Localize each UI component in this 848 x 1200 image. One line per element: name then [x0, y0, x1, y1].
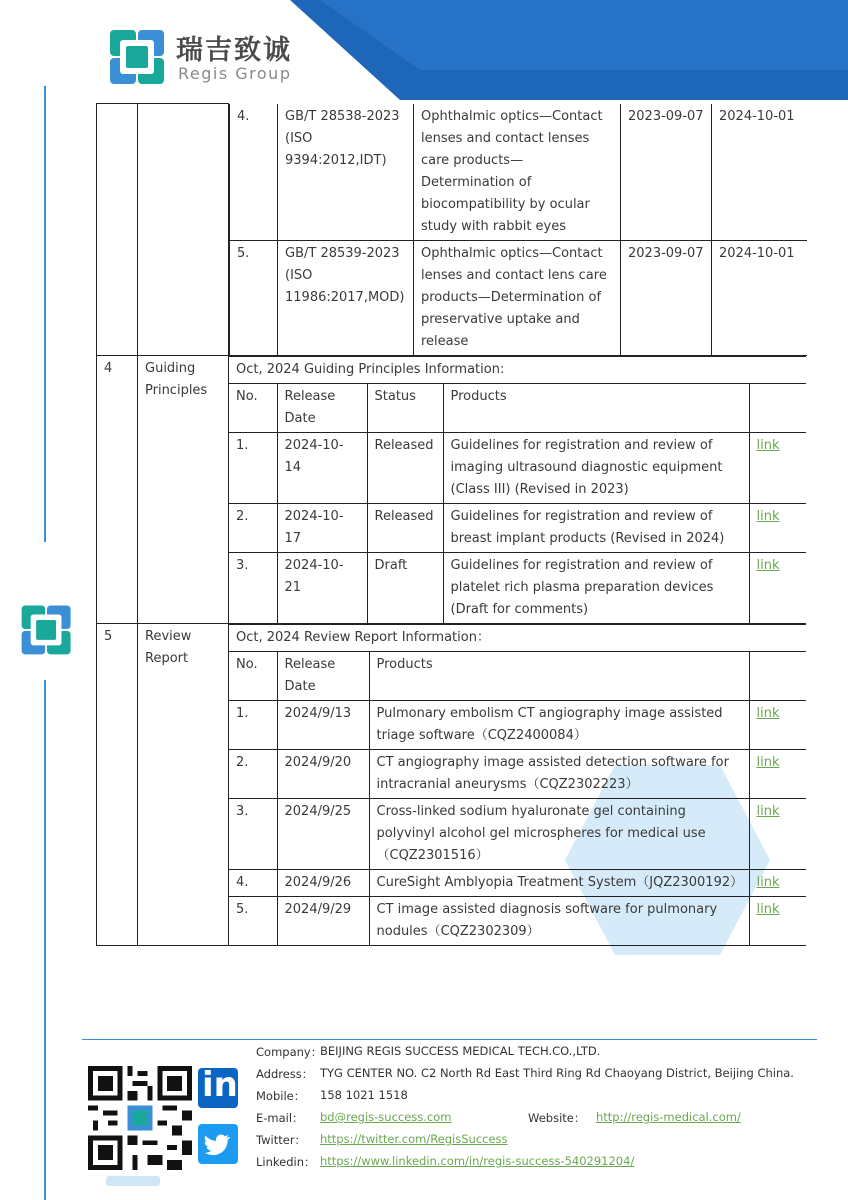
qr-code-icon[interactable]: [88, 1066, 192, 1170]
guiding-table: [229, 383, 806, 624]
section-no: 4: [97, 356, 138, 624]
table-row: [229, 432, 806, 503]
row-no: 2.: [229, 503, 277, 552]
row-no: 3.: [229, 798, 277, 869]
link[interactable]: link: [756, 901, 780, 917]
standard-code: GB/T 28539-2023 (ISO 11986:2017,MOD): [278, 240, 414, 355]
standards-section: [97, 104, 806, 356]
link[interactable]: link: [756, 508, 780, 524]
twitter-label: Twitter：: [256, 1133, 307, 1147]
status: Released: [367, 432, 443, 503]
product: Guidelines for registration and review of imaging ultrasound diagnostic equipment (Class III) (Revised in 2023): [443, 432, 749, 503]
status: Released: [367, 503, 443, 552]
product: Cross-linked sodium hyaluronate gel containing polyvinyl alcohol gel microspheres for medical use（CQZ2301516）: [369, 798, 749, 869]
release-date: 2024/9/25: [277, 798, 369, 869]
company-name: BEIJING REGIS SUCCESS MEDICAL TECH.CO.,LTD.: [320, 1044, 601, 1058]
section-no: 5: [97, 624, 138, 946]
standard-code: GB/T 28538-2023 (ISO 9394:2012,IDT): [278, 104, 414, 241]
footer-divider: [82, 1039, 817, 1040]
col-release-date: Release Date: [277, 651, 369, 700]
col-products: Products: [443, 383, 749, 432]
product: Guidelines for registration and review of breast implant products (Revised in 2024): [443, 503, 749, 552]
row-no: 4.: [230, 104, 278, 241]
col-release-date: Release Date: [277, 383, 367, 432]
address-value: TYG CENTER NO. C2 North Rd East Third Ring Rd Chaoyang District, Beijing China.: [320, 1066, 794, 1080]
implement-date: 2024-10-01: [712, 240, 807, 355]
logo-chinese-text: 瑞吉致诚: [176, 35, 292, 66]
row-no: 5.: [229, 896, 277, 945]
link[interactable]: link: [756, 803, 780, 819]
row-no: 5.: [230, 240, 278, 355]
status: Draft: [367, 552, 443, 623]
row-no: 4.: [229, 869, 277, 896]
review-header: Oct, 2024 Review Report Information：: [229, 624, 806, 651]
table-row: [229, 552, 806, 623]
company-label: Company：: [256, 1045, 323, 1059]
linkedin-label: Linkedin：: [256, 1155, 316, 1169]
link[interactable]: link: [756, 557, 780, 573]
section-label: Review Report: [138, 624, 229, 946]
review-table: [229, 651, 806, 945]
regis-logo-icon: [106, 24, 170, 88]
table-row: [229, 896, 806, 945]
review-report-section: [97, 624, 806, 946]
table-row: [230, 104, 807, 241]
link[interactable]: link: [756, 437, 780, 453]
release-date: 2024-10-17: [277, 503, 367, 552]
row-no: 1.: [229, 432, 277, 503]
mobile-label: Mobile：: [256, 1089, 306, 1103]
logo-english-text: Regis Group: [178, 64, 292, 83]
regis-group-logo: [106, 24, 316, 88]
release-date: 2024-10-21: [277, 552, 367, 623]
product: CureSight Amblyopia Treatment System（JQZ2300192）: [369, 869, 749, 896]
row-no: 2.: [229, 749, 277, 798]
standard-title: Ophthalmic optics—Contact lenses and contact lenses care products—Determination of biocompatibility by ocular study with rabbit eyes: [414, 104, 621, 241]
product: CT angiography image assisted detection software for intracranial aneurysms（CQZ2302223）: [369, 749, 749, 798]
section-label: Guiding Principles: [138, 356, 229, 624]
website-link[interactable]: http://regis-medical.com/: [596, 1110, 741, 1124]
guiding-header: Oct, 2024 Guiding Principles Information:: [229, 356, 806, 383]
table-header-row: [229, 383, 806, 432]
table-row: [229, 700, 806, 749]
release-date: 2023-09-07: [621, 240, 712, 355]
table-row: [230, 240, 807, 355]
release-date: 2024/9/13: [277, 700, 369, 749]
linkedin-icon[interactable]: in: [198, 1068, 238, 1108]
release-date: 2024/9/20: [277, 749, 369, 798]
implement-date: 2024-10-01: [712, 104, 807, 241]
side-rule-bottom: [44, 680, 46, 1200]
header-corner-decoration: [290, 0, 848, 100]
link[interactable]: link: [756, 705, 780, 721]
standard-title: Ophthalmic optics—Contact lenses and contact lens care products—Determination of preservative uptake and release: [414, 240, 621, 355]
release-date: 2024/9/29: [277, 896, 369, 945]
table-row: [229, 503, 806, 552]
link[interactable]: link: [756, 874, 780, 890]
table-row: [229, 869, 806, 896]
guiding-principles-section: [97, 356, 806, 624]
release-date: 2024-10-14: [277, 432, 367, 503]
col-no: No.: [229, 651, 277, 700]
table-row: [229, 749, 806, 798]
linkedin-link[interactable]: https://www.linkedin.com/in/regis-success-540291204/: [320, 1154, 635, 1168]
col-products: Products: [369, 651, 749, 700]
product: Guidelines for registration and review of platelet rich plasma preparation devices (Draft for comments): [443, 552, 749, 623]
email-label: E-mail：: [256, 1111, 304, 1125]
col-no: No.: [229, 383, 277, 432]
email-link[interactable]: bd@regis-success.com: [320, 1110, 452, 1124]
website-label: Website：: [528, 1111, 586, 1125]
table-header-row: [229, 651, 806, 700]
product: Pulmonary embolism CT angiography image assisted triage software（CQZ2400084）: [369, 700, 749, 749]
col-status: Status: [367, 383, 443, 432]
mobile-value: 158 1021 1518: [320, 1088, 408, 1102]
address-label: Address：: [256, 1067, 314, 1081]
product: CT image assisted diagnosis software for pulmonary nodules（CQZ2302309）: [369, 896, 749, 945]
row-no: 1.: [229, 700, 277, 749]
standards-table: [229, 104, 807, 356]
regulation-table: [96, 103, 806, 946]
link[interactable]: link: [756, 754, 780, 770]
twitter-link[interactable]: https://twitter.com/RegisSuccess: [320, 1132, 508, 1146]
release-date: 2024/9/26: [277, 869, 369, 896]
side-rule-top: [44, 86, 46, 542]
release-date: 2023-09-07: [621, 104, 712, 241]
bottom-decoration: [106, 1176, 160, 1186]
side-logo-icon: [18, 600, 76, 658]
row-no: 3.: [229, 552, 277, 623]
table-row: [229, 798, 806, 869]
twitter-icon[interactable]: [198, 1124, 238, 1164]
